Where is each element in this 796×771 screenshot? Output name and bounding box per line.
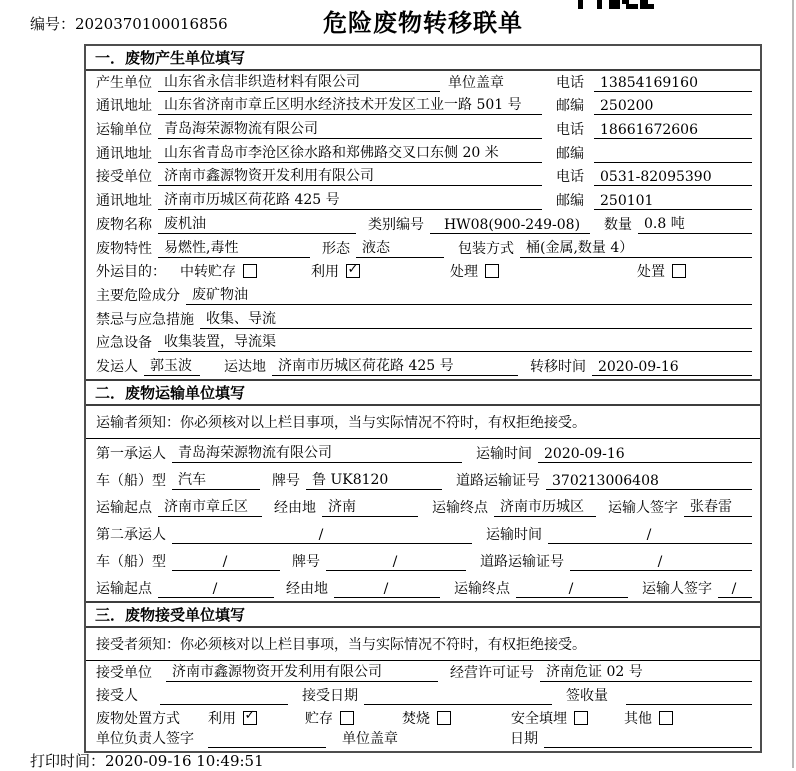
row-produce-address bbox=[86, 95, 760, 119]
zip2-field bbox=[594, 147, 752, 163]
receive-unit3-label: 接受单位 bbox=[96, 664, 152, 681]
row-purpose bbox=[86, 261, 760, 285]
row-hazard bbox=[86, 284, 760, 308]
receiver-field bbox=[160, 689, 288, 705]
carrier1-field: 青岛海荣源物流有限公司 bbox=[172, 442, 462, 463]
sign-qty-label: 签收量 bbox=[566, 687, 608, 704]
phone1-label: 电话 bbox=[556, 74, 584, 91]
addr2-label: 通讯地址 bbox=[96, 145, 152, 162]
section-transporter bbox=[86, 379, 760, 601]
disposal-option-use: 利用 ✓ bbox=[208, 708, 257, 728]
date-label: 日期 bbox=[510, 730, 538, 747]
row-receive-unit3 bbox=[86, 661, 760, 685]
section-receiver bbox=[86, 601, 760, 751]
addr2-field: 山东省青岛市李沧区徐水路和郑佛路交叉口东侧 20 米 bbox=[158, 142, 542, 163]
sign2-field: / bbox=[718, 581, 752, 598]
disposal-landfill-checkbox bbox=[574, 711, 588, 725]
time1-label: 运输时间 bbox=[476, 445, 532, 462]
receiver-label: 接受人 bbox=[96, 687, 138, 704]
zip1-label: 邮编 bbox=[556, 98, 584, 115]
time1-field: 2020-09-16 bbox=[538, 446, 752, 463]
row-waste-character bbox=[86, 237, 760, 261]
sign-qty-field bbox=[626, 689, 752, 705]
disposal-option-other: 其他 bbox=[624, 708, 673, 728]
equip-field: 收集装置，导流渠 bbox=[158, 331, 752, 352]
vehicle1-label: 车（船）型 bbox=[96, 472, 166, 489]
qty-label: 数量 bbox=[604, 216, 632, 233]
start1-label: 运输起点 bbox=[96, 499, 152, 516]
form-header bbox=[0, 0, 796, 44]
disposal-other-checkbox bbox=[659, 711, 673, 725]
disposal-store-checkbox bbox=[340, 711, 354, 725]
end2-field: / bbox=[516, 581, 628, 598]
plate1-field: 鲁 UK8120 bbox=[306, 469, 442, 490]
row-carrier1 bbox=[86, 439, 760, 466]
addr3-field: 济南市历城区荷花路 425 号 bbox=[158, 189, 542, 210]
date-field bbox=[544, 732, 752, 748]
carrier1-label: 第一承运人 bbox=[96, 445, 166, 462]
transport-unit-field: 青岛海荣源物流有限公司 bbox=[158, 118, 542, 139]
row-carrier2 bbox=[86, 520, 760, 547]
waste-name-label: 废物名称 bbox=[96, 216, 152, 233]
start2-field: / bbox=[158, 581, 274, 598]
receive-date-field bbox=[364, 689, 552, 705]
time2-label: 运输时间 bbox=[486, 526, 542, 543]
addr3-label: 通讯地址 bbox=[96, 193, 152, 210]
dest-field: 济南市历城区荷花路 425 号 bbox=[272, 355, 518, 376]
row-transport-unit bbox=[86, 118, 760, 142]
row-receive-unit bbox=[86, 166, 760, 190]
sign1-field: 张春雷 bbox=[684, 496, 752, 517]
road-no1-field: 370213006408 bbox=[546, 473, 752, 490]
sign2-label: 运输人签字 bbox=[642, 580, 712, 597]
disposal-option-store: 贮存 bbox=[305, 708, 354, 728]
transfer-checkbox bbox=[243, 264, 257, 278]
end1-field: 济南市历城区 bbox=[494, 496, 596, 517]
section-producer-title: 一．废物产生单位填写 bbox=[86, 46, 760, 71]
dispose-checkbox bbox=[672, 264, 686, 278]
carrier2-label: 第二承运人 bbox=[96, 526, 166, 543]
disposal-label: 废物处置方式 bbox=[96, 710, 180, 727]
phone3-field: 0531-82095390 bbox=[594, 169, 752, 186]
sign1-label: 运输人签字 bbox=[608, 499, 678, 516]
phone3-label: 电话 bbox=[556, 169, 584, 186]
receive-date-label: 接受日期 bbox=[302, 687, 358, 704]
row-waste-name bbox=[86, 213, 760, 237]
transport-unit-label: 运输单位 bbox=[96, 122, 152, 139]
vehicle1-field: 汽车 bbox=[172, 469, 260, 490]
row-produce-unit bbox=[86, 71, 760, 95]
phone1-field: 13854169160 bbox=[594, 75, 752, 92]
transfer-time-field: 2020-09-16 bbox=[592, 359, 752, 376]
category-field: HW08(900-249-08) bbox=[430, 217, 590, 234]
receiver-notice: 接受者须知：你必须核对以上栏目事项，当与实际情况不符时，有权拒绝接受。 bbox=[86, 628, 760, 661]
via2-label: 经由地 bbox=[286, 580, 328, 597]
receive-unit3-field: 济南市鑫源物资开发利用有限公司 bbox=[166, 661, 438, 682]
taboo-label: 禁忌与应急措施 bbox=[96, 311, 194, 328]
leader-sign-label: 单位负责人签字 bbox=[96, 730, 194, 747]
print-time-label: 打印时间： bbox=[30, 752, 106, 770]
equip-label: 应急设备 bbox=[96, 335, 152, 352]
leader-sign-field bbox=[208, 732, 326, 748]
section-producer bbox=[86, 46, 760, 379]
carrier2-field: / bbox=[172, 527, 472, 544]
use-checkbox bbox=[346, 264, 360, 278]
pack-label: 包装方式 bbox=[458, 240, 514, 257]
via2-field: / bbox=[334, 581, 440, 598]
row-leader-sign bbox=[86, 731, 760, 751]
serial-value: 2020370100016856 bbox=[75, 15, 228, 33]
produce-unit-field: 山东省永信非织造材料有限公司 bbox=[158, 71, 440, 92]
disposal-use-checkbox bbox=[243, 711, 257, 725]
license-field: 济南危证 02 号 bbox=[540, 661, 752, 682]
zip1-field: 250200 bbox=[594, 98, 752, 115]
row-receive-address bbox=[86, 189, 760, 213]
start1-field: 济南市章丘区 bbox=[158, 496, 262, 517]
row-route2 bbox=[86, 574, 760, 601]
dest-label: 运达地 bbox=[224, 358, 266, 375]
road-no1-label: 道路运输证号 bbox=[456, 472, 540, 489]
row-transport-address bbox=[86, 142, 760, 166]
time2-field: / bbox=[548, 527, 752, 544]
row-vehicle2 bbox=[86, 547, 760, 574]
via1-label: 经由地 bbox=[274, 499, 316, 516]
license-label: 经营许可证号 bbox=[450, 664, 534, 681]
hazard-label: 主要危险成分 bbox=[96, 287, 180, 304]
zip3-field: 250101 bbox=[594, 193, 752, 210]
transfer-time-label: 转移时间 bbox=[530, 358, 586, 375]
receive-unit-label: 接受单位 bbox=[96, 169, 152, 186]
row-taboo bbox=[86, 308, 760, 332]
unit-seal3-label: 单位盖章 bbox=[342, 730, 398, 747]
plate2-field: / bbox=[326, 554, 466, 571]
sender-label: 发运人 bbox=[96, 358, 138, 375]
zip3-label: 邮编 bbox=[556, 193, 584, 210]
row-equip bbox=[86, 332, 760, 356]
page-title: 危险废物转移联单 bbox=[323, 9, 523, 37]
purpose-option-transfer: 中转贮存 bbox=[180, 261, 257, 281]
waste-name-field: 废机油 bbox=[158, 213, 356, 234]
addr1-label: 通讯地址 bbox=[96, 98, 152, 115]
print-time-value: 2020-09-16 10:49:51 bbox=[105, 752, 264, 770]
transfer-form-table bbox=[84, 44, 762, 753]
transporter-notice: 运输者须知：你必须核对以上栏目事项，当与实际情况不符时，有权拒绝接受。 bbox=[86, 406, 760, 439]
taboo-field: 收集、导流 bbox=[200, 308, 752, 329]
purpose-option-dispose: 处置 bbox=[637, 261, 686, 281]
vehicle2-label: 车（船）型 bbox=[96, 553, 166, 570]
road-no2-label: 道路运输证号 bbox=[480, 553, 564, 570]
end1-label: 运输终点 bbox=[432, 499, 488, 516]
purpose-label: 外运目的： bbox=[96, 264, 166, 281]
via1-field: 济南 bbox=[322, 496, 418, 517]
treat-checkbox bbox=[485, 264, 499, 278]
sender-field: 郭玉波 bbox=[144, 355, 200, 376]
disposal-burn-checkbox bbox=[437, 711, 451, 725]
section-transporter-title: 二．废物运输单位填写 bbox=[86, 379, 760, 406]
start2-label: 运输起点 bbox=[96, 580, 152, 597]
row-sender bbox=[86, 355, 760, 379]
section-receiver-title: 三．废物接受单位填写 bbox=[86, 601, 760, 628]
qr-code-fragment bbox=[578, 0, 654, 9]
phone2-field: 18661672606 bbox=[594, 122, 752, 139]
purpose-option-treat: 处理 bbox=[450, 261, 499, 281]
purpose-option-use: 利用 ✓ bbox=[311, 261, 360, 281]
hazard-field: 废矿物油 bbox=[186, 284, 752, 305]
produce-unit-label: 产生单位 bbox=[96, 74, 152, 91]
row-vehicle1 bbox=[86, 466, 760, 493]
disposal-option-burn: 焚烧 bbox=[402, 708, 451, 728]
character-label: 废物特性 bbox=[96, 240, 152, 257]
character-field: 易燃性,毒性 bbox=[158, 237, 310, 258]
plate1-label: 牌号 bbox=[272, 472, 300, 489]
disposal-option-landfill: 安全填埋 bbox=[511, 708, 588, 728]
form-label: 形态 bbox=[322, 240, 350, 257]
receive-unit-field: 济南市鑫源物资开发利用有限公司 bbox=[158, 165, 542, 186]
plate2-label: 牌号 bbox=[292, 553, 320, 570]
row-receiver bbox=[86, 685, 760, 708]
qty-field: 0.8 吨 bbox=[638, 213, 752, 234]
phone2-label: 电话 bbox=[556, 122, 584, 139]
serial-label: 编号： bbox=[30, 15, 76, 33]
end2-label: 运输终点 bbox=[454, 580, 510, 597]
unit-seal-label: 单位盖章 bbox=[448, 74, 504, 91]
page-right-edge bbox=[792, 0, 794, 768]
form-field: 液态 bbox=[356, 237, 444, 258]
row-route1 bbox=[86, 493, 760, 520]
vehicle2-field: / bbox=[172, 554, 280, 571]
addr1-field: 山东省济南市章丘区明水经济技术开发区工业一路 501 号 bbox=[158, 94, 542, 115]
road-no2-field: / bbox=[570, 554, 752, 571]
category-label: 类别编号 bbox=[368, 216, 424, 233]
pack-field: 桶(金属,数量 4） bbox=[520, 237, 752, 258]
zip2-label: 邮编 bbox=[556, 145, 584, 162]
